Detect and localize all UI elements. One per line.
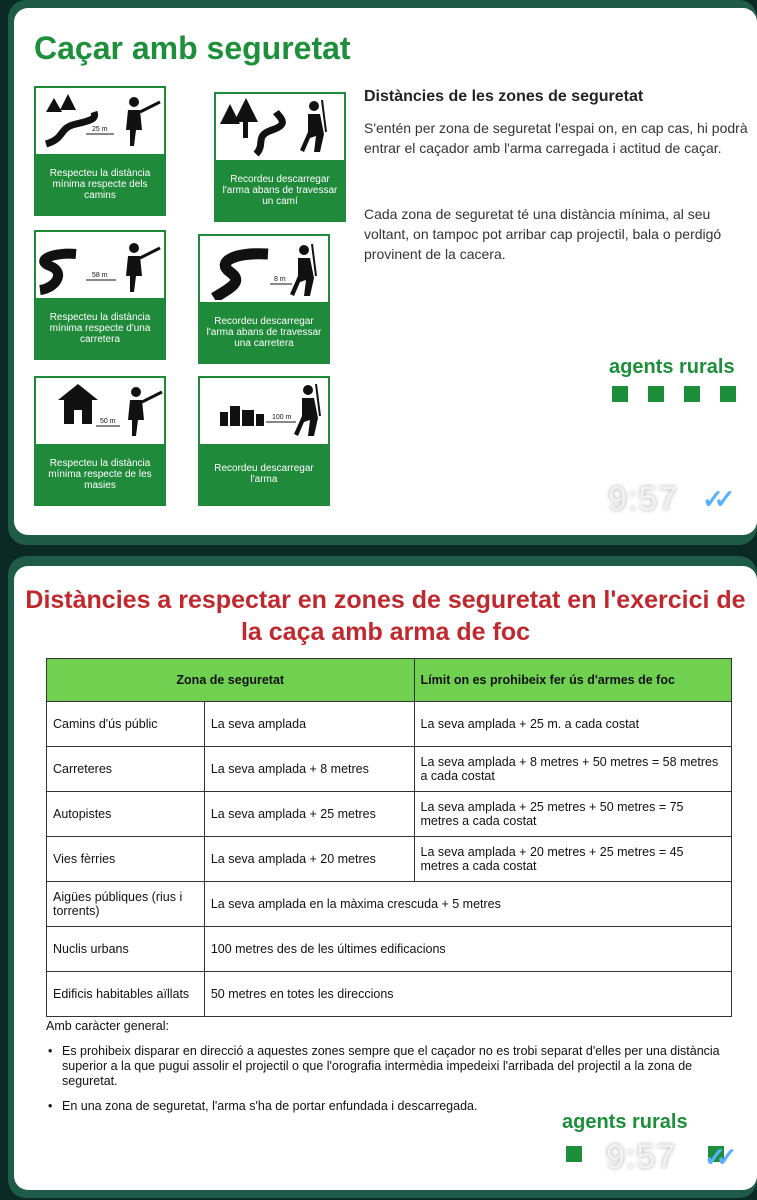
distances-table	[46, 658, 732, 1017]
table-row	[47, 972, 732, 1017]
walking-hunter-icon	[216, 94, 344, 158]
table-header-row	[47, 659, 732, 702]
rule-item: • En una zona de seguretat, l'arma s'ha de portar enfundada i descarregada.	[46, 1099, 552, 1114]
hunter-house-icon	[36, 378, 164, 442]
image-slide-distances[interactable]	[14, 566, 757, 1190]
message-timestamp: 9:57	[606, 1138, 677, 1176]
zone-cell: Camins d'ús públic	[47, 702, 205, 747]
sign-house-distance	[34, 376, 166, 506]
logo-square	[720, 386, 736, 402]
rule-item: • Es prohibeix disparar en direcció a aquestes zones sempre que el caçador no es trobi separat d'elles per una distància superior a la que pugui assolir el projectil o que l'orografia intermèdia impedeixi l'arribada del projectil a la zona de seguretat.	[46, 1044, 736, 1089]
zone-cell: Aigües públiques (rius i torrents)	[47, 882, 205, 927]
svg-text:58 m: 58 m	[92, 272, 108, 279]
header-limit: Límit on es prohibeix fer ús d'armes de foc	[414, 659, 732, 702]
zone-cell: Vies fèrries	[47, 837, 205, 882]
read-receipt-icon: ✓✓	[704, 1142, 728, 1172]
header-zone: Zona de seguretat	[47, 659, 415, 702]
limit-cell: La seva amplada + 25 m. a cada costat	[414, 702, 732, 747]
table-row	[47, 837, 732, 882]
sign-road-unload	[198, 234, 330, 364]
agents-rurals-logo: agents rurals	[562, 1111, 688, 1133]
sign-caption: Respecteu la distància mínima respecte dels camins	[36, 154, 164, 214]
paragraph-definition: S'entén per zona de seguretat l'espai on, en cap cas, hi podrà entrar el caçador amb l'arma carregada i actitud de caçar.	[364, 120, 748, 156]
logo-square	[566, 1146, 582, 1162]
svg-text:8 m: 8 m	[274, 276, 286, 283]
hunter-path-icon	[36, 88, 164, 152]
width-cell: La seva amplada + 20 metres	[204, 837, 414, 882]
table-row	[47, 927, 732, 972]
slide-title: Caçar amb seguretat	[34, 30, 351, 66]
sign-paths-distance	[34, 86, 166, 216]
merged-cell: La seva amplada en la màxima crescuda + 5 metres	[204, 882, 731, 927]
walking-hunter-road-icon	[200, 236, 328, 300]
zone-cell: Nuclis urbans	[47, 927, 205, 972]
general-label: Amb caràcter general:	[46, 1019, 169, 1033]
zone-cell: Carreteres	[47, 747, 205, 792]
sign-caption: Recordeu descarregar l'arma	[200, 444, 328, 504]
message-timestamp: 9:57	[608, 480, 679, 518]
sign-town-unload	[198, 376, 330, 506]
sign-road-distance	[34, 230, 166, 360]
image-slide-safety[interactable]	[14, 8, 757, 535]
merged-cell: 100 metres des de les últimes edificacions	[204, 927, 731, 972]
sign-caption: Respecteu la distància mínima respecte de les masies	[36, 444, 164, 504]
agents-rurals-logo: agents rurals	[609, 356, 735, 378]
zone-cell: Edificis habitables aïllats	[47, 972, 205, 1017]
limit-cell: La seva amplada + 20 metres + 25 metres = 45 metres a cada costat	[414, 837, 732, 882]
read-receipt-icon: ✓✓	[702, 484, 726, 514]
section-title: Distàncies de les zones de seguretat	[364, 88, 644, 105]
walking-hunter-town-icon	[200, 378, 328, 442]
width-cell: La seva amplada	[204, 702, 414, 747]
zone-cell: Autopistes	[47, 792, 205, 837]
paragraph-distance: Cada zona de seguretat té una distància mínima, al seu voltant, on tampoc pot arribar cap projectil, bala o perdigó provinent de la cacera.	[364, 206, 722, 262]
svg-text:100 m: 100 m	[272, 414, 292, 421]
table-row	[47, 702, 732, 747]
sign-caption: Recordeu descarregar l'arma abans de travessar un camí	[216, 160, 344, 220]
slide-title: Distàncies a respectar en zones de seguretat en l'exercici de la caça amb arma de foc	[25, 586, 746, 646]
limit-cell: La seva amplada + 8 metres + 50 metres = 58 metres a cada costat	[414, 747, 732, 792]
limit-cell: La seva amplada + 25 metres + 50 metres = 75 metres a cada costat	[414, 792, 732, 837]
table-row	[47, 747, 732, 792]
width-cell: La seva amplada + 25 metres	[204, 792, 414, 837]
sign-caption: Respecteu la distància mínima respecte d'una carretera	[36, 298, 164, 358]
sign-paths-unload	[214, 92, 346, 222]
width-cell: La seva amplada + 8 metres	[204, 747, 414, 792]
logo-square	[648, 386, 664, 402]
sign-caption: Recordeu descarregar l'arma abans de travessar una carretera	[200, 302, 328, 362]
table-row	[47, 792, 732, 837]
logo-square	[684, 386, 700, 402]
svg-text:50 m: 50 m	[100, 418, 116, 425]
merged-cell: 50 metres en totes les direccions	[204, 972, 731, 1017]
hunter-road-icon	[36, 232, 164, 296]
table-row	[47, 882, 732, 927]
logo-square	[612, 386, 628, 402]
svg-text:25 m: 25 m	[92, 126, 108, 133]
